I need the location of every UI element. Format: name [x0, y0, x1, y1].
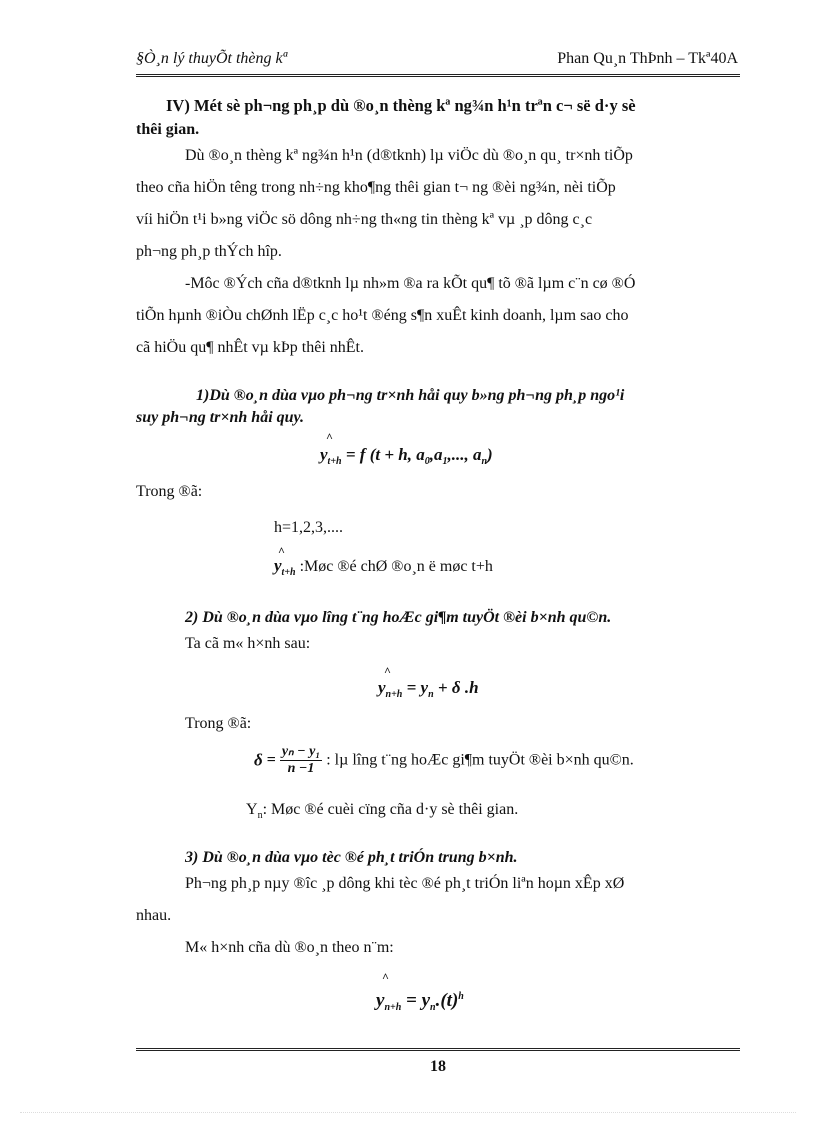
header-title: §Ò¸n lý thuyÕt thèng kª	[136, 50, 288, 67]
footer-divider	[136, 1048, 740, 1053]
page-number: 18	[430, 1058, 446, 1075]
method2-title: 2) Dù ®o¸n dùa vµo lîng t¨ng hoÆc gi¶m tuyÖt ®èi b×nh qu©n.	[185, 609, 612, 626]
f2-y: y	[378, 678, 386, 697]
f3-sub: n+h	[384, 1002, 402, 1013]
formula-end: )	[487, 445, 493, 464]
method2-where: Trong ®ã:	[185, 715, 252, 732]
fraction-denominator: n −1	[287, 761, 315, 776]
delta-symbol: δ	[254, 750, 263, 770]
page-edge-dots	[20, 1112, 796, 1113]
sub-0: 0	[424, 456, 430, 467]
delta-description: : lµ lîng t¨ng hoÆc gi¶m tuyÖt ®èi b×nh qu©n.	[326, 751, 634, 769]
purpose-line-2: tiÕn hµnh ®iÒu chØnh lËp c¸c ho¹t ®éng s¶n xuÊt kinh doanh, lµm sao cho	[136, 307, 629, 324]
section-title-cont: thêi gian.	[136, 121, 200, 138]
yn-definition	[246, 800, 518, 826]
method3-title: 3) Dù ®o¸n dùa vµo tèc ®é ph¸t triÓn trung b×nh.	[185, 849, 518, 866]
intro-line-2: theo cña hiÖn têng trong nh÷ng kho¶ng thêi gian t¬ ng ®èi ng¾n, nèi tiÕp	[136, 179, 616, 196]
formula-rhs: = f (t + h, a	[345, 445, 425, 464]
yn-description: : Møc ®é cuèi cïng cña d·y sè thêi gian.	[262, 801, 519, 818]
purpose-line-1: -Môc ®Ých cña d®tknh lµ nh»m ®a ra kÕt qu¶ tõ ®ã lµm c¨n cø ®Ó	[185, 275, 636, 292]
method3-model-intro: M« h×nh cña dù ®o¸n theo n¨m:	[185, 939, 394, 956]
intro-line-4: ph¬ng ph¸p thÝch hîp.	[136, 243, 282, 260]
f3-t: .(t)	[435, 990, 459, 1011]
method2-intro: Ta cã m« h×nh sau:	[185, 635, 311, 652]
delta-fraction	[280, 744, 322, 777]
y-definition: $y_{t+h}$ :Møc ®é chØ ®o¸n ë møc t+h	[274, 556, 493, 578]
f2-rhs2: + δ .h	[437, 678, 479, 697]
formula-y: y	[320, 445, 328, 464]
header-author: Phan Qu¸n ThÞnh – Tkª40A	[557, 50, 738, 67]
f3-sup: h	[458, 991, 464, 1002]
method1-title-cont: suy ph¬ng tr×nh håi quy.	[136, 409, 305, 426]
f3-rhs-sub: n	[430, 1002, 436, 1013]
method3-body-2: nhau.	[136, 907, 172, 924]
delta-definition: δ = $\frac{\text{yₙ − y₁}}{n -1}$ : lµ lîng t¨ng hoÆc gi¶m tuyÖt ®èi b×nh qu©n.	[254, 744, 634, 776]
y-subscript: t+h	[281, 567, 296, 578]
f2-sub: n+h	[385, 689, 403, 700]
f3-rhs: = y	[406, 990, 431, 1011]
f2-rhs1-sub: n	[428, 689, 434, 700]
sub-n: n	[481, 456, 488, 467]
yn-symbol: Y	[246, 801, 258, 818]
method3-body-1: Ph¬ng ph¸p nµy ®îc ¸p dông khi tèc ®é ph¸t triÓn liªn hoµn xÊp xØ	[185, 875, 625, 892]
document-page: §Ò¸n lý thuyÕt thèng kª Phan Qu¸n ThÞnh – Tkª40A IV) Mét sè ph¬ng ph¸p dù ®o¸n thèng kª ng¾n h¹n trªn c¬ së d·y sè thêi gian. Dù ®o¸n thèng kª ng¾n h¹n (d®tknh) lµ viÖc dù ®o¸n qu¸ tr×nh tiÕp theo cña hiÖn têng trong nh÷ng kho¶ng thêi gian t¬ ng ®èi ng¾n, nèi tiÕp víi hiÖn t¹i b»ng viÖc sö dông nh÷ng th«ng tin thèng kª vµ ¸p dông c¸c ph¬ng ph¸p thÝch hîp. -Môc ®Ých cña d®tknh lµ nh»m ®a ra kÕt qu¶ tõ ®ã lµm c¨n cø ®Ó tiÕn hµnh ®iÒu chØnh lËp c¸c ho¹t ®éng s¶n xuÊt kinh doanh, lµm sao cho cã hiÖu qu¶ nhÊt vµ kÞp thêi nhÊt. 1)Dù ®o¸n dùa vµo ph¬ng tr×nh håi quy b»ng ph¬ng ph¸p ngo¹i suy ph¬ng tr×nh håi quy. ^ $y_{t+h} = f$ (t + h, $a_0,a_1$,..., $a_n$) Trong ®ã: h=1,2,3,.... ^ $y_{t+h}$ :Møc ®é chØ ®o¸n ë møc t+h 2) Dù ®o¸n dùa vµo lîng t¨ng hoÆc gi¶m tuyÖt ®èi b×nh qu©n. Ta cã m« h×nh sau: ^ $y_{n+h} = y_n + \delta$ .h Trong ®ã: δ = $\frac{\text{yₙ − y₁}}{n -1}$ : lµ lîng t¨ng hoÆc gi¶m tuyÖt ®èi b×nh qu©n. $Y_n$: Møc ®é cuèi cïng cña d·y sè thêi gian. 3) Dù ®o¸n dùa vµo tèc ®é ph¸t triÓn trung b×nh. Ph¬ng ph¸p nµy ®îc ¸p dông khi tèc ®é ph¸t triÓn liªn hoµn xÊp xØ nhau. M« h×nh cña dù ®o¸n theo n¨m: ^ $y_{n+h} = y_n.(t)^h$ 18	[0, 0, 816, 1123]
method1-title: 1)Dù ®o¸n dùa vµo ph¬ng tr×nh håi quy b»ng ph¬ng ph¸p ngo¹i	[196, 387, 625, 404]
f2-rhs1: = y	[406, 678, 429, 697]
formula-subscript: t+h	[327, 456, 342, 467]
h-values: h=1,2,3,....	[274, 519, 344, 536]
hat-mark: ^	[278, 544, 285, 558]
header-divider	[136, 74, 740, 79]
purpose-line-3: cã hiÖu qu¶ nhÊt vµ kÞp thêi nhÊt.	[136, 339, 364, 356]
yn-sub: n	[257, 810, 263, 821]
intro-line-1: Dù ®o¸n thèng kª ng¾n h¹n (d®tknh) lµ viÖc dù ®o¸n qu¸ tr×nh tiÕp	[185, 147, 633, 164]
formula-rest: ,a	[429, 445, 443, 464]
y-description: :Møc ®é chØ ®o¸n ë møc t+h	[299, 558, 493, 575]
sub-1: 1	[442, 456, 448, 467]
intro-line-3: víi hiÖn t¹i b»ng viÖc sö dông nh÷ng th«ng tin thèng kª vµ ¸p dông c¸c	[136, 211, 593, 228]
method1-where: Trong ®ã:	[136, 483, 203, 500]
formula-tail: ,..., a	[447, 445, 482, 464]
f3-y: y	[376, 990, 385, 1011]
section-title: IV) Mét sè ph¬ng ph¸p dù ®o¸n thèng kª ng¾n h¹n trªn c¬ së d·y sè	[166, 96, 636, 115]
fraction-numerator: yₙ − y₁	[281, 744, 321, 759]
